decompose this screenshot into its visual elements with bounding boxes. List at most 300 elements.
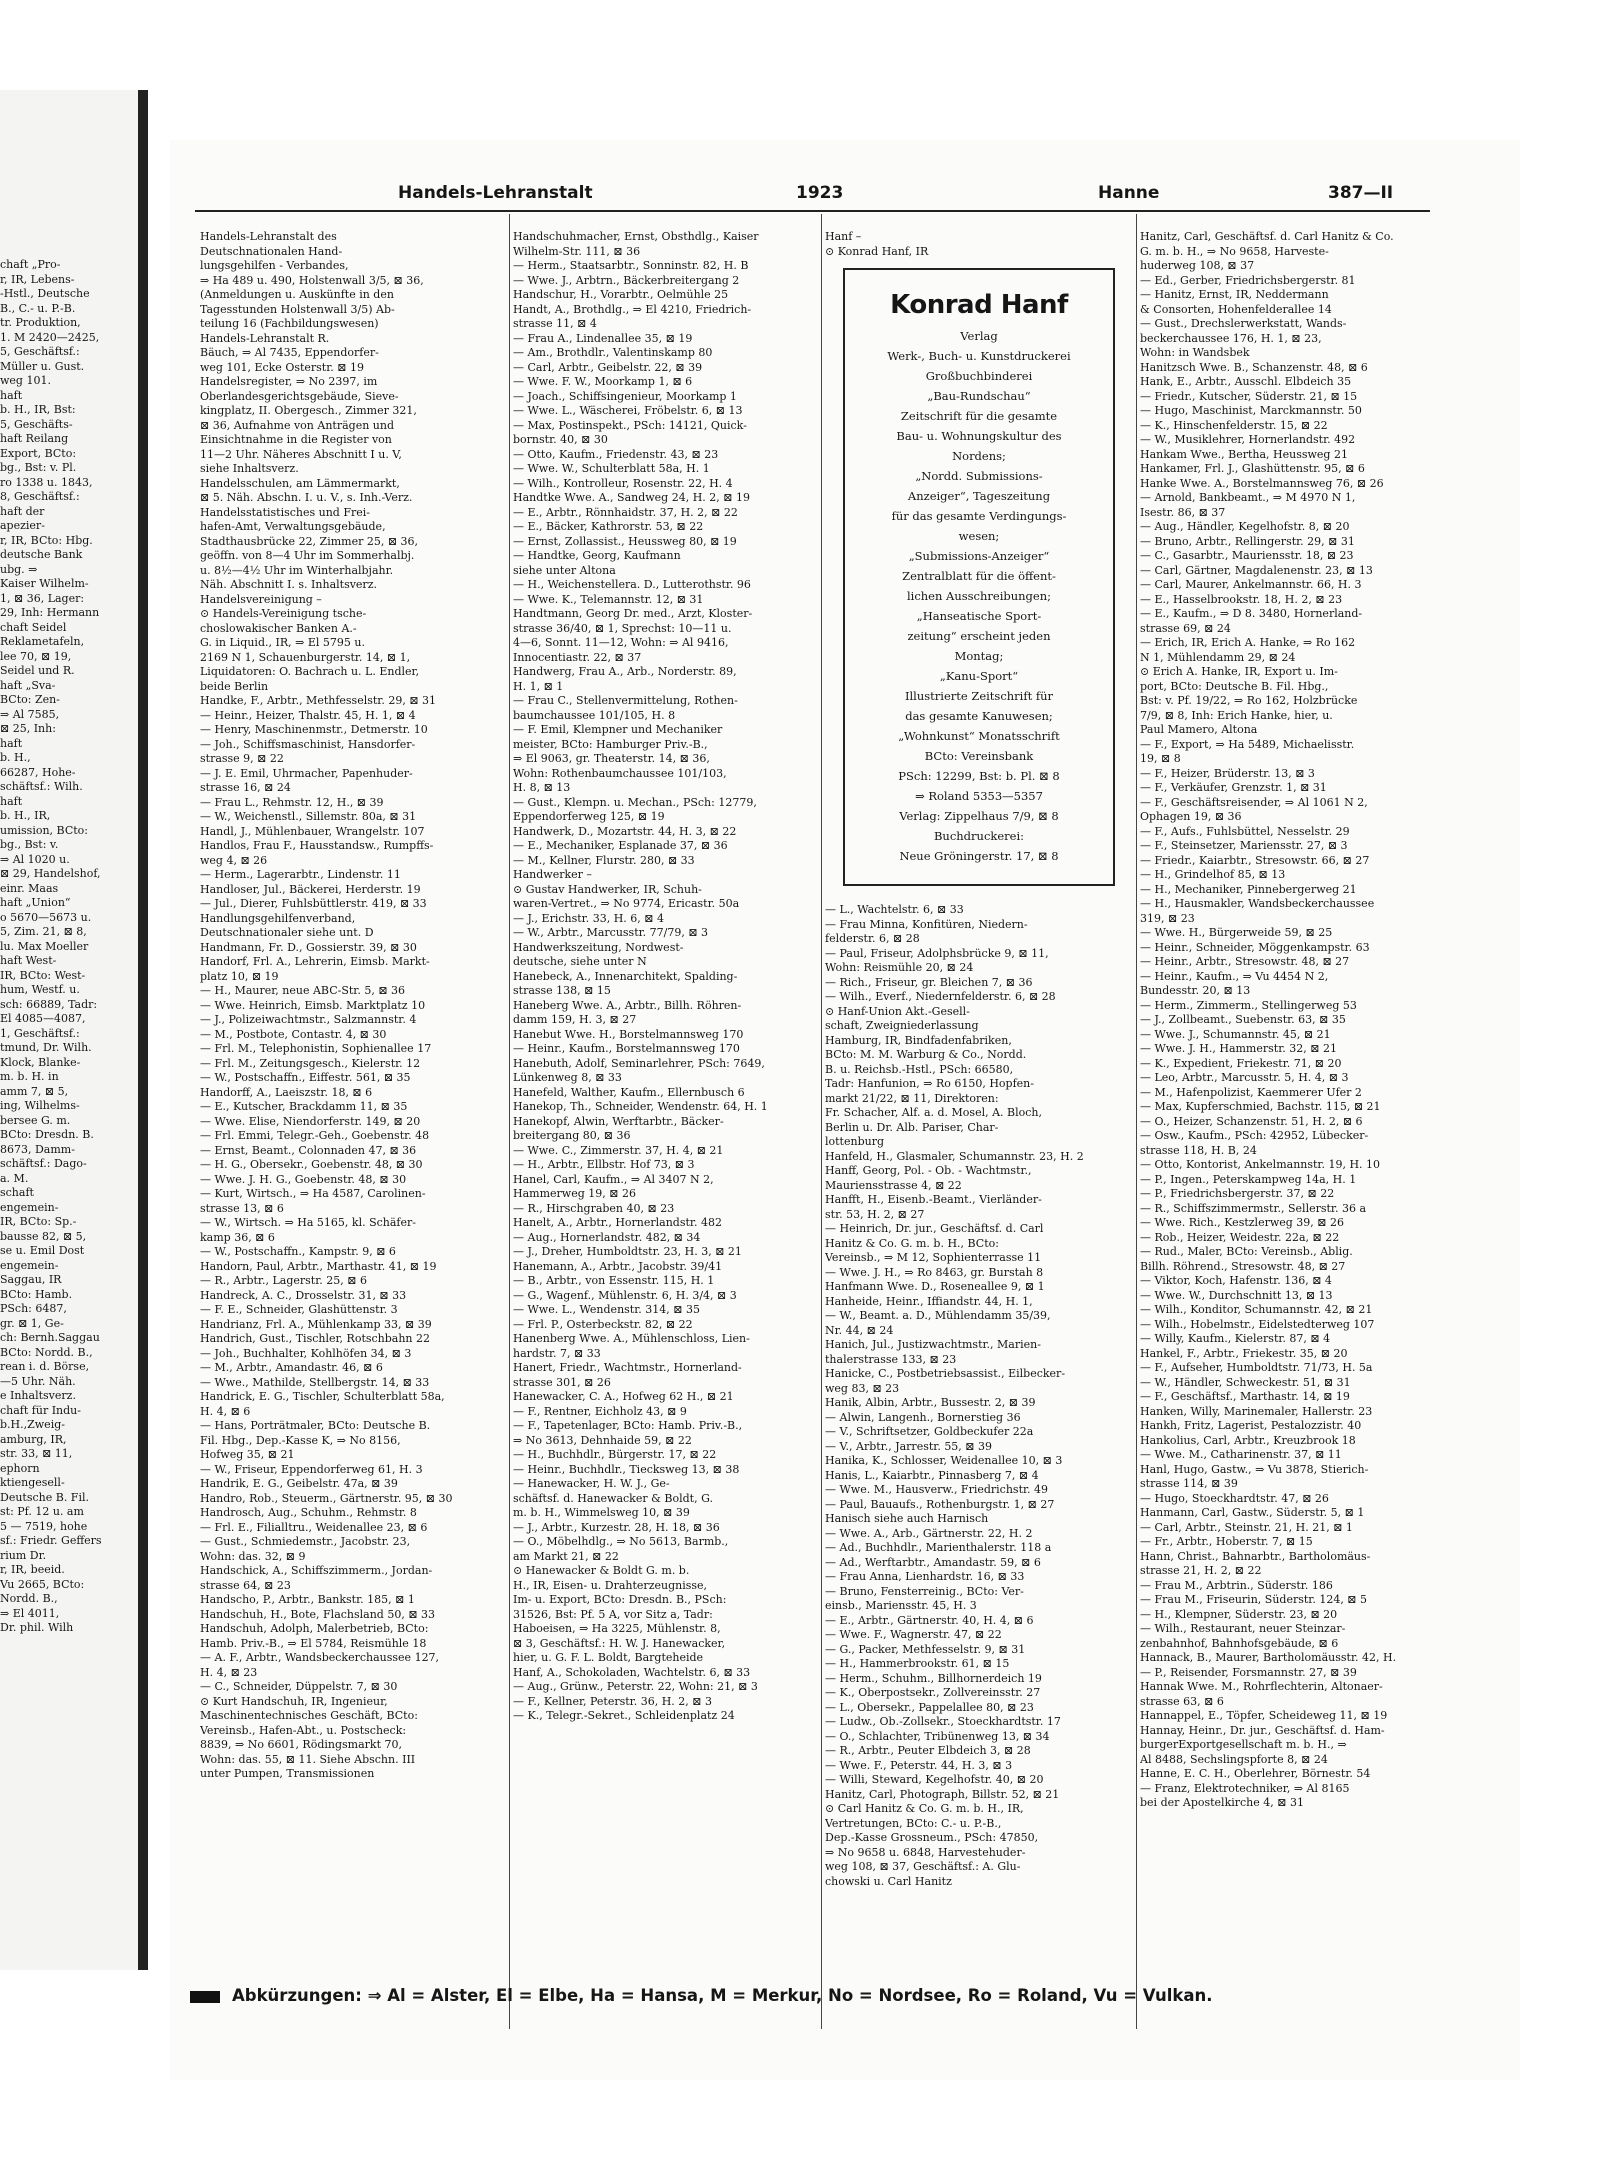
entry-line: weg 101, Ecke Osterstr. ⊠ 19 (200, 360, 364, 374)
entry-line: — Rich., Friseur, gr. Bleichen 7, ⊠ 36 (825, 975, 1033, 989)
entry-line: — P., Friedrichsbergerstr. 37, ⊠ 22 (1140, 1187, 1335, 1200)
entry-line: Handelsstatistisches und Frei- (200, 505, 370, 519)
entry-line: H. 4, ⊠ 23 (200, 1665, 258, 1679)
entry-line: Fil. Hbg., Dep.-Kasse K, ⇒ No 8156, (200, 1433, 401, 1447)
fragment-line: r, IR, beeid. (0, 1563, 65, 1576)
entry-line: Hanewacker, C. A., Hofweg 62 H., ⊠ 21 (513, 1390, 734, 1403)
entry-line: Handreck, A. C., Drosselstr. 31, ⊠ 33 (200, 1288, 407, 1302)
fragment-line: Klock, Blanke- (0, 1055, 81, 1069)
entry-line: — Joh., Schiffsmaschinist, Hansdorfer- (200, 737, 416, 751)
fragment-line: b. H., (0, 751, 31, 764)
entry-line: Oberlandesgerichtsgebäude, Sieve- (200, 389, 399, 403)
ad-line: „Nordd. Submissions- (915, 469, 1043, 483)
ad-line: PSch: 12299, Bst: b. Pl. ⊠ 8 (898, 769, 1060, 783)
entry-line: — Frau M., Friseurin, Süderstr. 124, ⊠ 5 (1140, 1593, 1368, 1606)
entry-line: — Carl, Maurer, Ankelmannstr. 66, H. 3 (1140, 578, 1362, 591)
entry-line: Nr. 44, ⊠ 24 (825, 1323, 894, 1337)
entry-line: — M., Kellner, Flurstr. 280, ⊠ 33 (513, 853, 695, 867)
fragment-line: haft „Union“ (0, 896, 71, 909)
entry-line: — Frl. P., Osterbeckstr. 82, ⊠ 22 (513, 1317, 693, 1331)
page-number: 387—II (1328, 183, 1394, 203)
entry-line: Handorff, A., Laeiszstr. 18, ⊠ 6 (200, 1085, 373, 1099)
entry-line: Hammerweg 19, ⊠ 26 (513, 1187, 636, 1200)
entry-line: Hanicke, C., Postbetriebsassist., Eilbecker- (825, 1367, 1066, 1380)
entry-line: strasse 11, ⊠ 4 (513, 317, 597, 330)
entry-line: strasse 21, H. 2, ⊠ 22 (1140, 1564, 1262, 1577)
entry-line: — W., Musiklehrer, Hornerlandstr. 492 (1140, 433, 1356, 446)
entry-line: (Anmeldungen u. Auskünfte in den (200, 288, 394, 301)
entry-line: G. m. b. H., ⇒ No 9658, Harveste- (1140, 244, 1329, 258)
fragment-line: IR, BCto: Sp.- (0, 1215, 77, 1228)
entry-line: — Otto, Kontorist, Ankelmannstr. 19, H. 10 (1140, 1158, 1381, 1171)
fragment-line: ⊠ 29, Handelshof, (0, 867, 101, 880)
entry-line: — Wilh., Kontrolleur, Rosenstr. 22, H. 4 (513, 476, 733, 490)
entry-line: Hanekop, Th., Schneider, Wendenstr. 64, H. 1 (513, 1100, 768, 1113)
fragment-line: 1, Geschäftsf.: (0, 1026, 80, 1040)
entry-line: — K., Hinschenfelderstr. 15, ⊠ 22 (1140, 418, 1328, 432)
entry-line: Al 8488, Sechslingspforte 8, ⊠ 24 (1140, 1752, 1328, 1766)
entry-line: Hanfmann Wwe. D., Roseneallee 9, ⊠ 1 (825, 1280, 1045, 1293)
entry-line: — Frl. Emmi, Telegr.-Geh., Goebenstr. 48 (200, 1129, 430, 1142)
fragment-line: 66287, Hohe- (0, 765, 76, 779)
fragment-line: BCto: Dresdn. B. (0, 1128, 94, 1141)
entry-line: H. 4, ⊠ 6 (200, 1404, 251, 1418)
entry-line: — Hanitz, Ernst, IR, Neddermann (1140, 288, 1329, 301)
fragment-line: ro 1338 u. 1843, (0, 475, 93, 489)
entry-line: Hanel, Carl, Kaufm., ⇒ Al 3407 N 2, (513, 1172, 714, 1186)
entry-line: — Joach., Schiffsingenieur, Moorkamp 1 (513, 389, 737, 403)
fragment-line: schäftsf.: Dago- (0, 1157, 87, 1170)
entry-line: Maschinentechnisches Geschäft, BCto: (200, 1709, 418, 1722)
entry-line: — H., Arbtr., Ellbstr. Hof 73, ⊠ 3 (513, 1158, 695, 1171)
fragment-line: Dr. phil. Wilh (0, 1621, 74, 1634)
entry-line: — C., Gasarbtr., Mauriensstr. 18, ⊠ 23 (1140, 549, 1354, 562)
entry-line: & Consorten, Hohenfelderallee 14 (1140, 302, 1332, 316)
entry-line: — H., Hausmakler, Wandsbeckerchaussee (1140, 897, 1375, 910)
entry-line: — F., Kellner, Peterstr. 36, H. 2, ⊠ 3 (513, 1694, 713, 1708)
fragment-line: b. H., IR, Bst: (0, 403, 76, 416)
entry-line: — Wwe. L., Wäscherei, Fröbelstr. 6, ⊠ 13 (513, 404, 743, 417)
entry-line: Fr. Schacher, Alf. a. d. Mosel, A. Bloch, (825, 1106, 1042, 1119)
entry-line: lottenburg (825, 1135, 885, 1148)
fragment-line: IR, BCto: West- (0, 968, 86, 982)
fragment-line: umission, BCto: (0, 823, 88, 837)
entry-line: Innocentiastr. 22, ⊠ 37 (513, 650, 642, 664)
entry-line: hafen-Amt, Verwaltungsgebäude, (200, 520, 386, 533)
entry-line: — M., Postbote, Contastr. 4, ⊠ 30 (200, 1027, 387, 1041)
entry-line: — Frl. M., Zeitungsgesch., Kielerstr. 12 (200, 1056, 421, 1070)
entry-line: — Jul., Dierer, Fuhlsbüttlerstr. 419, ⊠ 33 (200, 897, 427, 910)
entry-line: Hannay, Heinr., Dr. jur., Geschäftsf. d. Ham- (1140, 1723, 1385, 1737)
entry-line: burgerExportgesellschaft m. b. H., ⇒ (1140, 1738, 1347, 1751)
entry-line: — O., Möbelhdlg., ⇒ No 5613, Barmb., (513, 1535, 729, 1548)
running-head (248, 183, 1438, 205)
ad-line: ⇒ Roland 5353—5357 (915, 789, 1043, 803)
entry-line: 2169 N 1, Schauenburgerstr. 14, ⊠ 1, (200, 650, 411, 664)
entry-line: Hanisch siehe auch Harnisch (825, 1512, 989, 1525)
entry-line: — Willy, Kaufm., Kielerstr. 87, ⊠ 4 (1140, 1332, 1331, 1345)
entry-line: — F., Aufseher, Humboldtstr. 71/73, H. 5a (1140, 1361, 1373, 1374)
entry-line: Hanebut Wwe. H., Borstelmannsweg 170 (513, 1027, 744, 1041)
entry-line: 11—2 Uhr. Näheres Abschnitt I u. V, (200, 447, 402, 461)
ad-line: Verlag: Zippelhaus 7/9, ⊠ 8 (899, 809, 1059, 823)
fragment-line: -Hstl., Deutsche (0, 287, 90, 300)
entry-line: — Hugo, Maschinist, Marckmannstr. 50 (1140, 404, 1362, 417)
fragment-line: 5, Zim. 21, ⊠ 8, (0, 925, 87, 938)
fragment-line: schäftsf.: Wilh. (0, 780, 83, 793)
fragment-line: haft „Sva- (0, 678, 56, 692)
entry-line: — G., Wagenf., Mühlenstr. 6, H. 3/4, ⊠ 3 (513, 1288, 737, 1302)
ad-line: „Hanseatische Sport- (916, 609, 1042, 623)
entry-line: Tadr: Hanfunion, ⇒ Ro 6150, Hopfen- (825, 1077, 1034, 1090)
entry-line: H., IR, Eisen- u. Drahterzeugnisse, (513, 1578, 708, 1592)
entry-line: — Carl, Arbtr., Steinstr. 21, H. 21, ⊠ 1 (1140, 1520, 1353, 1534)
entry-line: kamp 36, ⊠ 6 (200, 1230, 275, 1244)
directory-column-2 (513, 230, 818, 2000)
entry-line: Handrosch, Aug., Schuhm., Rehmstr. 8 (200, 1506, 417, 1519)
entry-line: — Wwe. J. H. G., Goebenstr. 48, ⊠ 30 (200, 1172, 407, 1186)
entry-line: beide Berlin (200, 679, 269, 693)
fragment-line: gr. ⊠ 1, Ge- (0, 1316, 64, 1330)
entry-line: — Wwe. M., Catharinenstr. 37, ⊠ 11 (1140, 1448, 1342, 1461)
entry-line: Handrik, E. G., Geibelstr. 47a, ⊠ 39 (200, 1477, 398, 1490)
entry-line: — Aug., Händler, Kegelhofstr. 8, ⊠ 20 (1140, 520, 1350, 533)
entry-line: Hanebeck, A., Innenarchitekt, Spalding- (513, 969, 738, 983)
entry-line: H. 8, ⊠ 13 (513, 781, 571, 794)
ad-line: Anzeiger“, Tageszeitung (907, 489, 1051, 503)
entry-line: — Ad., Buchhdlr., Marienthalerstr. 118 a (825, 1541, 1052, 1554)
entry-line: Hannak Wwe. M., Rohrflechterin, Altonaer- (1140, 1680, 1383, 1693)
entry-line: strasse 9, ⊠ 22 (200, 752, 284, 765)
ad-line: Buchdruckerei: (933, 829, 1025, 843)
entry-line: — Hans, Porträtmaler, BCto: Deutsche B. (200, 1419, 431, 1432)
fragment-line: a. M. (0, 1171, 29, 1185)
entry-line: — H., Hammerbrookstr. 61, ⊠ 15 (825, 1657, 1010, 1670)
ad-line: Bau- u. Wohnungskultur des (896, 429, 1062, 443)
entry-line: — Max, Postinspekt., PSch: 14121, Quick- (513, 418, 747, 432)
fragment-line: Seidel und R. (0, 664, 75, 677)
fragment-line: e Inhaltsverz. (0, 1389, 76, 1402)
entry-line: meister, BCto: Hamburger Priv.-B., (513, 737, 708, 751)
entry-line: — F., Geschäftsf., Marthastr. 14, ⊠ 19 (1140, 1390, 1350, 1403)
entry-line: — Heinr., Arbtr., Stresowstr. 48, ⊠ 27 (1140, 955, 1350, 968)
fragment-line: bersee G. m. (0, 1113, 71, 1127)
entry-line: weg 108, ⊠ 37, Geschäftsf.: A. Glu- (825, 1860, 1021, 1873)
entry-line: geöffn. von 8—4 Uhr im Sommerhalbj. (200, 549, 415, 562)
entry-line: — Wwe. M., Hausverw., Friedrichstr. 49 (825, 1483, 1049, 1496)
entry-line: Isestr. 86, ⊠ 37 (1140, 505, 1226, 519)
fragment-line: bg., Bst: v. (0, 838, 59, 851)
entry-line: — F., Rentner, Eichholz 43, ⊠ 9 (513, 1404, 687, 1418)
entry-line: — Max, Kupferschmied, Bachstr. 115, ⊠ 21 (1140, 1100, 1381, 1113)
entry-line: — B., Arbtr., von Essenstr. 115, H. 1 (513, 1274, 715, 1287)
entry-line: Bäuch, ⇒ Al 7435, Eppendorfer- (200, 346, 379, 359)
entry-line: — Viktor, Koch, Hafenstr. 136, ⊠ 4 (1140, 1274, 1332, 1287)
entry-line: — Gust., Schmiedemstr., Jacobstr. 23, (200, 1535, 411, 1548)
entry-line: felderstr. 6, ⊠ 28 (825, 932, 920, 945)
entry-line: Handlungsgehilfenverband, (200, 911, 356, 925)
fragment-line: Kaiser Wilhelm- (0, 577, 89, 590)
entry-line: einsb., Mariensstr. 45, H. 3 (825, 1599, 977, 1612)
entry-line: — R., Arbtr., Lagerstr. 25, ⊠ 6 (200, 1274, 367, 1287)
entry-line: Hanl, Hugo, Gastw., ⇒ Vu 3878, Stierich- (1140, 1462, 1369, 1476)
entry-line: — Wwe. Heinrich, Eimsb. Marktplatz 10 (200, 998, 426, 1012)
entry-line: Ophagen 19, ⊠ 36 (1140, 810, 1242, 823)
entry-line: Handtmann, Georg Dr. med., Arzt, Kloster- (513, 607, 753, 620)
fragment-line: weg 101. (0, 374, 51, 387)
entry-line: — R., Schiffszimmermstr., Sellerstr. 36 a (1140, 1201, 1367, 1215)
ad-line: das gesamte Kanuwesen; (905, 709, 1053, 723)
entry-line: choslowakischer Banken A.- (200, 621, 357, 635)
entry-line: — M., Hafenpolizist, Kaemmerer Ufer 2 (1140, 1085, 1362, 1099)
entry-line: B. u. Reichsb.-Hstl., PSch: 66580, (825, 1062, 1014, 1076)
entry-line: — Frau L., Rehmstr. 12, H., ⊠ 39 (200, 795, 384, 809)
fragment-line: BCto: Hamb. (0, 1287, 73, 1301)
entry-line: Handelsregister, ⇒ No 2397, im (200, 375, 378, 388)
entry-line: — Alwin, Langenh., Bornerstieg 36 (825, 1410, 1021, 1424)
entry-line: 7/9, ⊠ 8, Inh: Erich Hanke, hier, u. (1140, 708, 1333, 722)
entry-line: — Heinr., Kaufm., ⇒ Vu 4454 N 2, (1140, 969, 1329, 983)
entry-line: — Heinr., Buchhdlr., Tiecksweg 13, ⊠ 38 (513, 1462, 740, 1476)
entry-line: Wohn: das. 55, ⊠ 11. Siehe Abschn. III (200, 1752, 416, 1766)
ad-line: Zentralblatt für die öffent- (902, 569, 1056, 583)
entry-line: — A. F., Arbtr., Wandsbeckerchaussee 127, (200, 1651, 440, 1664)
entry-line: ⊙ Hanf-Union Akt.-Gesell- (825, 1004, 970, 1018)
entry-line: — V., Schriftsetzer, Goldbeckufer 22a (825, 1425, 1034, 1438)
fragment-line: ephorn (0, 1461, 40, 1475)
fragment-line: o 5670—5673 u. (0, 910, 92, 924)
entry-line: — Bruno, Fensterreinig., BCto: Ver- (825, 1584, 1024, 1598)
fragment-line: 5 — 7519, hohe (0, 1519, 88, 1533)
entry-line: — H. G., Obersekr., Goebenstr. 48, ⊠ 30 (200, 1158, 423, 1171)
entry-line: strasse 69, ⊠ 24 (1140, 621, 1231, 635)
entry-line: Handelsschulen, am Lämmermarkt, (200, 476, 400, 490)
entry-line: — E., Hasselbrookstr. 18, H. 2, ⊠ 23 (1140, 592, 1343, 606)
fragment-line: haft (0, 794, 23, 808)
entry-line: 31526, Bst: Pf. 5 A, vor Sitz a, Tadr: (513, 1607, 713, 1621)
entry-line: Handt, A., Brothdlg., ⇒ El 4210, Friedrich- (513, 302, 752, 316)
entry-line: — H., Maurer, neue ABC-Str. 5, ⊠ 36 (200, 984, 406, 997)
entry-line: — J., Arbtr., Kurzestr. 28, H. 18, ⊠ 36 (513, 1520, 720, 1534)
entry-line: Im- u. Export, BCto: Dresdn. B., PSch: (513, 1593, 727, 1606)
fragment-line: ⊠ 25, Inh: (0, 722, 56, 735)
entry-line: Hanenberg Wwe. A., Mühlenschloss, Lien- (513, 1332, 750, 1345)
entry-line: siehe Inhaltsverz. (200, 462, 299, 475)
entry-line: — Wwe. F., Wagnerstr. 47, ⊠ 22 (825, 1628, 1002, 1641)
entry-line: Hanelt, A., Arbtr., Hornerlandstr. 482 (513, 1216, 722, 1229)
running-head-left: Handels-Lehranstalt (398, 183, 593, 203)
entry-line: Handorf, Frl. A., Lehrerin, Eimsb. Markt- (200, 955, 430, 968)
entry-line: strasse 114, ⊠ 39 (1140, 1477, 1238, 1490)
entry-line: — C., Schneider, Düppelstr. 7, ⊠ 30 (200, 1680, 398, 1693)
entry-line: Handtke Wwe. A., Sandweg 24, H. 2, ⊠ 19 (513, 491, 750, 504)
entry-line: Hankel, F., Arbtr., Friekestr. 35, ⊠ 20 (1140, 1346, 1348, 1360)
fragment-line: schaft (0, 1186, 34, 1199)
entry-line: Handscho, P., Arbtr., Bankstr. 185, ⊠ 1 (200, 1593, 415, 1606)
fragment-line: einr. Maas (0, 881, 59, 895)
entry-line: — Heinrich, Dr. jur., Geschäftsf. d. Carl (825, 1222, 1044, 1235)
entry-line: strasse 36/40, ⊠ 1, Sprechst: 10—11 u. (513, 621, 732, 635)
fragment-line: haft (0, 388, 23, 402)
entry-line: Paul Mamero, Altona (1140, 723, 1258, 736)
entry-line: Hanich, Jul., Justizwachtmstr., Marien- (825, 1338, 1041, 1351)
entry-line: Hanfeld, H., Glasmaler, Schumannstr. 23, H. 2 (825, 1149, 1084, 1163)
fragment-line: Saggau, IR (0, 1273, 62, 1286)
ad-title: Konrad Hanf (890, 290, 1068, 320)
entry-line: platz 10, ⊠ 19 (200, 969, 279, 983)
entry-line: — Gust., Klempn. u. Mechan., PSch: 12779, (513, 795, 757, 809)
fragment-line: Vu 2665, BCto: (0, 1577, 85, 1591)
entry-line: — Henry, Maschinenmstr., Detmerstr. 10 (200, 723, 428, 736)
entry-line: — Wilh., Konditor, Schumannstr. 42, ⊠ 21 (1140, 1303, 1373, 1316)
running-head-right-word: Hanne (1098, 183, 1160, 203)
entry-line: Hanitz & Co. G. m. b. H., BCto: (825, 1236, 999, 1250)
fragment-line: BCto: Nordd. B., (0, 1345, 93, 1359)
entry-line: — P., Ingen., Peterskampweg 14a, H. 1 (1140, 1172, 1357, 1186)
entry-line: — Ernst, Beamt., Colonnaden 47, ⊠ 36 (200, 1143, 417, 1157)
entry-line: am Markt 21, ⊠ 22 (513, 1549, 619, 1563)
entry-line: — Wwe., Mathilde, Stellbergstr. 14, ⊠ 33 (200, 1375, 430, 1389)
entry-line: — Heinr., Schneider, Möggenkampstr. 63 (1140, 940, 1370, 954)
entry-line: — F., Steinsetzer, Mariensstr. 27, ⊠ 3 (1140, 839, 1348, 852)
fragment-line: Nordd. B., (0, 1592, 58, 1605)
entry-line: — J., Zollbeamt., Suebenstr. 63, ⊠ 35 (1140, 1013, 1346, 1026)
entry-line: Hanf, A., Schokoladen, Wachtelstr. 6, ⊠ 33 (513, 1665, 751, 1679)
entry-line: — Wwe. J., Arbtrn., Bäckerbreitergang 2 (513, 273, 740, 287)
fragment-line: haft West- (0, 954, 57, 967)
entry-line: ⊙ Erich A. Hanke, IR, Export u. Im- (1140, 665, 1338, 678)
entry-line: 19, ⊠ 8 (1140, 752, 1181, 765)
entry-line: Handschick, A., Schiffszimmerm., Jordan- (200, 1564, 433, 1577)
entry-line: Eppendorferweg 125, ⊠ 19 (513, 810, 665, 823)
entry-line: huderweg 108, ⊠ 37 (1140, 259, 1255, 272)
entry-line: m. b. H., Wimmelsweg 10, ⊠ 39 (513, 1506, 690, 1519)
ad-line: Zeitschrift für die gesamte (900, 409, 1058, 423)
entry-line: — J., Dreher, Humboldtstr. 23, H. 3, ⊠ 21 (513, 1245, 742, 1258)
ad-line: „Kanu-Sport“ (939, 669, 1019, 683)
ad-line: Montag; (954, 649, 1004, 663)
fragment-line: amm 7, ⊠ 5, (0, 1084, 69, 1098)
entry-line: — Heinr., Heizer, Thalstr. 45, H. 1, ⊠ 4 (200, 708, 416, 722)
entry-line: — Frl. E., Filialltru., Weidenallee 23, ⊠ 6 (200, 1520, 428, 1534)
fragment-line: bg., Bst: v. Pl. (0, 461, 77, 474)
fragment-line: Müller u. Gust. (0, 359, 85, 373)
entry-line: kingplatz, II. Obergesch., Zimmer 321, (200, 404, 417, 417)
entry-line: — Rob., Heizer, Weidestr. 22a, ⊠ 22 (1140, 1230, 1340, 1244)
entry-line: — J., Erichstr. 33, H. 6, ⊠ 4 (513, 911, 664, 925)
entry-line: — F., Geschäftsreisender, ⇒ Al 1061 N 2, (1140, 795, 1368, 809)
fragment-line: 8673, Damm- (0, 1142, 75, 1156)
entry-line: — Franz, Elektrotechniker, ⇒ Al 8165 (1140, 1781, 1350, 1795)
entry-line: Hann, Christ., Bahnarbtr., Bartholomäus- (1140, 1549, 1371, 1563)
entry-line: — Ludw., Ob.-Zollsekr., Stoeckhardtstr. 17 (825, 1715, 1061, 1728)
fragment-line: chaft „Pro- (0, 258, 61, 271)
entry-line: — K., Expedient, Friekestr. 71, ⊠ 20 (1140, 1056, 1342, 1070)
entry-line: deutsche, siehe unter N (513, 955, 647, 968)
entry-line: Handorn, Paul, Arbtr., Marthastr. 41, ⊠ 19 (200, 1259, 437, 1273)
entry-line: — R., Hirschgraben 40, ⊠ 23 (513, 1201, 675, 1215)
entry-line: 319, ⊠ 23 (1140, 911, 1195, 925)
entry-line: weg 4, ⊠ 26 (200, 853, 268, 867)
entry-line: beckerchaussee 176, H. 1, ⊠ 23, (1140, 331, 1322, 345)
ad-line: Werk-, Buch- u. Kunstdruckerei (887, 349, 1071, 363)
entry-line: — W., Beamt. a. D., Mühlendamm 35/39, (825, 1309, 1051, 1322)
entry-line: — Fr., Arbtr., Hoberstr. 7, ⊠ 15 (1140, 1535, 1313, 1548)
entry-line: Handrick, E. G., Tischler, Schulterblatt 58a, (200, 1390, 445, 1403)
ad-line: Verlag (960, 329, 998, 343)
entry-line: port, BCto: Deutsche B. Fil. Hbg., (1140, 679, 1329, 693)
column-rule (1136, 214, 1137, 2029)
entry-line: Deutschnationalen Hand- (200, 244, 343, 258)
entry-line: — Wilh., Restaurant, neuer Steinzar- (1140, 1622, 1346, 1635)
entry-line: — E., Arbtr., Gärtnerstr. 40, H. 4, ⊠ 6 (825, 1613, 1034, 1627)
fragment-line: ubg. ⇒ (0, 562, 38, 576)
ad-line: „Wohnkunst“ Monatsschrift (898, 729, 1060, 743)
entry-line: bei der Apostelkirche 4, ⊠ 31 (1140, 1796, 1304, 1809)
entry-line: — Wwe. H., Bürgerweide 59, ⊠ 25 (1140, 926, 1333, 939)
entry-line: hardstr. 7, ⊠ 33 (513, 1346, 601, 1360)
entry-line: — Herm., Lagerarbtr., Lindenstr. 11 (200, 868, 401, 881)
entry-line: — F., Aufs., Fuhlsbüttel, Nesselstr. 29 (1140, 824, 1350, 838)
entry-line: — G., Packer, Methfesselstr. 9, ⊠ 31 (825, 1642, 1026, 1656)
entry-line: — E., Kutscher, Brackdamm 11, ⊠ 35 (200, 1100, 408, 1113)
entry-line: — H., Grindelhof 85, ⊠ 13 (1140, 868, 1286, 881)
ad-line: „Submissions-Anzeiger“ (908, 549, 1050, 563)
entry-line: — Am., Brothdlr., Valentinskamp 80 (513, 346, 713, 359)
entry-line: Hannappel, E., Töpfer, Scheideweg 11, ⊠ 19 (1140, 1709, 1388, 1722)
entry-line: — Wilh., Everf., Niedernfelderstr. 6, ⊠ 28 (825, 990, 1056, 1003)
entry-line: — Wwe. W., Schulterblatt 58a, H. 1 (513, 462, 710, 475)
entry-line: — W., Weichenstl., Sillemstr. 80a, ⊠ 31 (200, 810, 417, 823)
entry-line: — F. Emil, Klempner und Mechaniker (513, 723, 723, 736)
ad-line: Illustrierte Zeitschrift für (904, 689, 1054, 703)
ad-line: Nordens; (952, 449, 1006, 463)
entry-line: — J., Polizeiwachtmstr., Salzmannstr. 4 (200, 1013, 417, 1026)
entry-line: Handro, Rob., Steuerm., Gärtnerstr. 95, ⊠ 30 (200, 1491, 453, 1505)
entry-line: — Wwe. J., Schumannstr. 45, ⊠ 21 (1140, 1027, 1331, 1041)
entry-line: — L., Obersekr., Pappelallee 80, ⊠ 23 (825, 1700, 1034, 1714)
fragment-line: 1, ⊠ 36, Lager: (0, 591, 85, 605)
fragment-line: amburg, IR, (0, 1432, 67, 1446)
entry-line: damm 159, H. 3, ⊠ 27 (513, 1013, 637, 1026)
entry-line: Vertretungen, BCto: C.- u. P.-B., (825, 1816, 1002, 1830)
entry-line: ⊠ 36, Aufnahme von Anträgen und (200, 418, 394, 432)
entry-line: — Hanewacker, H. W. J., Ge- (513, 1477, 670, 1490)
entry-line: Hanemann, A., Arbtr., Jacobstr. 39/41 (513, 1259, 723, 1273)
advertisement-konrad-hanf (843, 268, 1115, 886)
entry-line: — Willi, Steward, Kegelhofstr. 40, ⊠ 20 (825, 1773, 1044, 1786)
entry-line: Vereinsb., Hafen-Abt., u. Postscheck: (200, 1723, 407, 1737)
entry-line: — F., Export, ⇒ Ha 5489, Michaelisstr. (1140, 737, 1355, 751)
header-rule (195, 210, 1430, 212)
entry-line: strasse 118, H. B, 24 (1140, 1143, 1257, 1157)
entry-line: lungsgehilfen - Verbandes, (200, 259, 349, 272)
entry-line: Handrich, Gust., Tischler, Rotschbahn 22 (200, 1332, 431, 1345)
entry-line: — E., Bäcker, Kathrorstr. 53, ⊠ 22 (513, 520, 704, 533)
entry-line: Handels-Lehranstalt R. (200, 331, 330, 345)
ad-line: Neue Gröningerstr. 17, ⊠ 8 (899, 849, 1059, 863)
entry-line: — Rud., Maler, BCto: Vereinsb., Ablig. (1140, 1245, 1353, 1258)
fragment-line: apezier- (0, 519, 45, 532)
directory-column-3 (825, 903, 1135, 2000)
entry-line: Hanmann, Carl, Gastw., Süderstr. 5, ⊠ 1 (1140, 1506, 1365, 1519)
entry-line: — Wwe. J. H., ⇒ Ro 8463, gr. Burstah 8 (825, 1265, 1044, 1279)
running-head-year: 1923 (796, 183, 844, 203)
entry-line: — Gust., Drechslerwerkstatt, Wands- (1140, 317, 1347, 330)
entry-line: — Wwe. C., Zimmerstr. 37, H. 4, ⊠ 21 (513, 1143, 724, 1157)
entry-line: — Herm., Staatsarbtr., Sonninstr. 82, H. B (513, 259, 749, 272)
entry-line: — Wilh., Hobelmstr., Eidelstedterweg 107 (1140, 1317, 1375, 1331)
